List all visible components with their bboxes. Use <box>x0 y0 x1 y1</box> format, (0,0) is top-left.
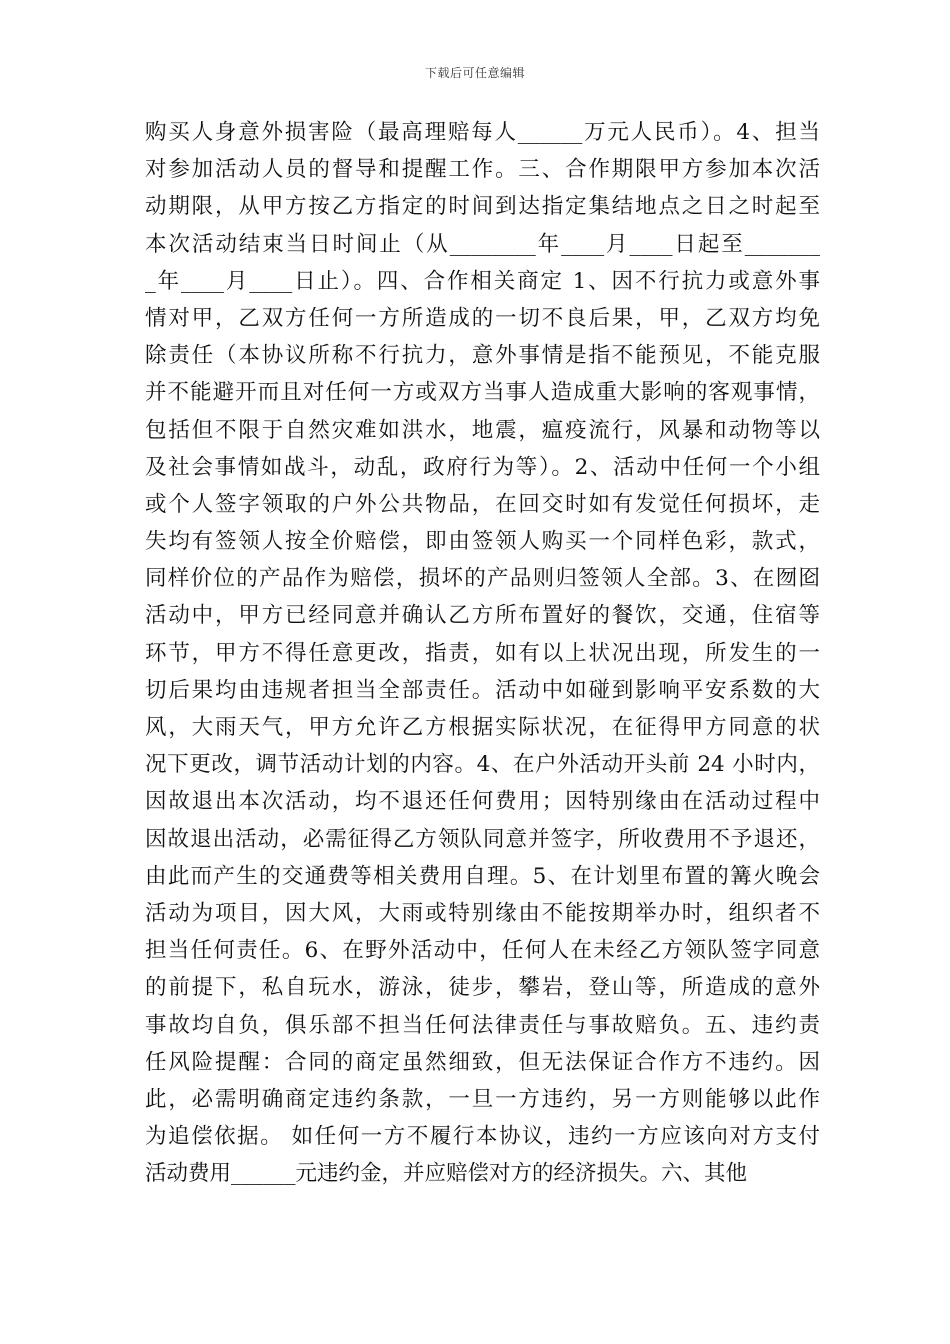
text-line: 情对甲，乙双方任何一方所造成的一切不良后果，甲，乙双方均免 <box>145 305 820 331</box>
text-line: 因故退出活动，必需征得乙方领队同意并签字，所收费用不予退还， <box>145 826 820 852</box>
text-line: 的前提下，私自玩水，游泳，徒步，攀岩，登山等，所造成的意外 <box>145 975 820 1001</box>
text-line: 因故退出本次活动，均不退还任何费用；因特别缘由在活动过程中 <box>145 789 820 815</box>
text-line: 本次活动结束当日时间止（从________年____月____日起至_______ <box>145 231 820 257</box>
text-line: 活动费用______元违约金，并应赔偿对方的经济损失。六、其他 <box>145 1161 748 1187</box>
text-line: 此，必需明确商定违约条款，一旦一方违约，另一方则能够以此作 <box>145 1086 820 1112</box>
text-line: 包括但不限于自然灾难如洪水，地震，瘟疫流行，风暴和动物等以 <box>145 417 820 443</box>
text-line: 担当任何责任。6、在野外活动中，任何人在未经乙方领队签字同意 <box>145 938 820 964</box>
text-line: 除责任（本协议所称不行抗力，意外事情是指不能预见，不能克服 <box>145 343 820 369</box>
text-line: 购买人身意外损害险（最高理赔每人______万元人民币）。4、担当 <box>145 120 820 145</box>
text-line: 环节，甲方不得任意更改，指责，如有以上状况出现，所发生的一 <box>145 640 820 666</box>
text-line: 为追偿依据。 如任何一方不履行本协议，违约一方应该向对方支付 <box>145 1124 820 1150</box>
text-line: 风，大雨天气，甲方允许乙方根据实际状况，在征得甲方同意的状 <box>145 715 820 740</box>
text-line: _年____月____日止）。四、合作相关商定 1、因不行抗力或意外事 <box>145 268 820 294</box>
text-line: 事故均自负，俱乐部不担当任何法律责任与事故赔负。五、违约责 <box>145 1012 820 1038</box>
text-line: 任风险提醒：合同的商定虽然细致，但无法保证合作方不违约。因 <box>145 1049 820 1075</box>
text-line: 或个人签字领取的户外公共物品，在回交时如有发觉任何损坏，走 <box>145 491 820 517</box>
document-body <box>145 114 820 1192</box>
text-line: 切后果均由违规者担当全部责任。活动中如碰到影响平安系数的大 <box>145 677 820 703</box>
text-line: 动期限，从甲方按乙方指定的时间到达指定集结地点之日之时起至 <box>145 194 820 220</box>
text-line: 活动为项目，因大风，大雨或特别缘由不能按期举办时，组织者不 <box>145 900 820 926</box>
text-line: 同样价位的产品作为赔偿，损坏的产品则归签领人全部。3、在囫囵 <box>145 566 820 592</box>
text-line: 并不能避开而且对任何一方或双方当事人造成重大影响的客观事情， <box>145 380 820 406</box>
text-line: 及社会事情如战斗，动乱，政府行为等）。2、活动中任何一个小组 <box>145 454 820 480</box>
text-line: 由此而产生的交通费等相关费用自理。5、在计划里布置的篝火晚会 <box>145 863 820 889</box>
page-header: 下载后可任意编辑 <box>424 66 525 80</box>
text-line: 况下更改，调节活动计划的内容。4、在户外活动开头前 24 小时内， <box>145 752 820 778</box>
text-line: 活动中，甲方已经同意并确认乙方所布置好的餐饮，交通，住宿等 <box>145 603 820 629</box>
text-line: 失均有签领人按全价赔偿，即由签领人购买一个同样色彩，款式， <box>145 529 820 555</box>
text-line: 对参加活动人员的督导和提醒工作。三、合作期限甲方参加本次活 <box>145 157 820 183</box>
